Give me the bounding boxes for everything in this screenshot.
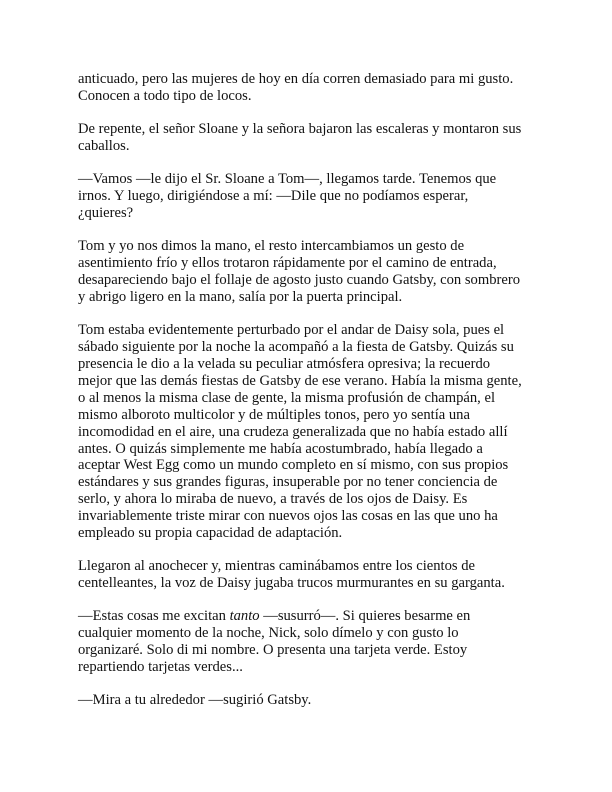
paragraph	[78, 558, 538, 592]
text-line: mismo alboroto multicolor y de múltiples tonos, pero yo sentía una	[78, 406, 470, 423]
paragraph	[78, 238, 538, 306]
text-line: desapareciendo bajo el follaje de agosto justo cuando Gatsby, con sombrero	[78, 272, 520, 289]
text-line: centelleantes, la voz de Daisy jugaba trucos murmurantes en su garganta.	[78, 575, 505, 592]
text-line: antes. O quizás simplemente me había acostumbrado, había llegado a	[78, 440, 483, 457]
text-line: —Vamos —le dijo el Sr. Sloane a Tom—, llegamos tarde. Tenemos que	[78, 171, 497, 188]
text-run: —susurró—. Si quieres besarme en	[259, 608, 471, 625]
text-line: Llegaron al anochecer y, mientras caminábamos entre los cientos de	[78, 558, 475, 575]
text-line: organizaré. Solo di mi nombre. O presenta una tarjeta verde. Estoy	[78, 642, 468, 659]
text-line: cualquier momento de la noche, Nick, solo dímelo y con gusto lo	[78, 625, 459, 642]
document-page	[78, 71, 538, 725]
text-line: estándares y sus grandes figuras, insuperable por no tener conciencia de	[78, 474, 498, 491]
paragraph	[78, 71, 538, 105]
text-line: aceptar West Egg como un mundo completo en sí mismo, con sus propios	[78, 457, 509, 474]
paragraph	[78, 692, 538, 709]
text-line: anticuado, pero las mujeres de hoy en día corren demasiado para mi gusto.	[78, 71, 514, 87]
text-line: Tom y yo nos dimos la mano, el resto intercambiamos un gesto de	[78, 238, 465, 255]
text-line: —Mira a tu alrededor —sugirió Gatsby.	[78, 692, 312, 709]
text-line: ¿quieres?	[78, 205, 134, 222]
text-line: o al menos la misma clase de gente, la misma profusión de champán, el	[78, 389, 496, 406]
text-line: asentimiento frío y ellos trotaron rápidamente por el camino de entrada,	[78, 255, 497, 272]
text-line: serlo, y ahora lo miraba de nuevo, a través de los ojos de Daisy. Es	[78, 491, 468, 508]
text-line: De repente, el señor Sloane y la señora bajaron las escaleras y montaron sus	[78, 121, 522, 138]
paragraph	[78, 121, 538, 155]
italic-emphasis: tanto	[229, 608, 260, 625]
text-line: Tom estaba evidentemente perturbado por el andar de Daisy sola, pues el	[78, 322, 505, 339]
text-line: sábado siguiente por la noche la acompañó a la fiesta de Gatsby. Quizás su	[78, 339, 514, 356]
text-line: empleado su propia capacidad de adaptación.	[78, 525, 343, 542]
text-line: y abrigo ligero en la mano, salía por la puerta principal.	[78, 288, 403, 305]
text-line: invariablemente triste mirar con nuevos ojos las cosas en las que uno ha	[78, 508, 498, 525]
paragraph	[78, 322, 538, 542]
text-line: repartiendo tarjetas verdes...	[78, 659, 243, 676]
text-line	[78, 608, 538, 625]
text-line: caballos.	[78, 138, 130, 155]
text-line: irnos. Y luego, dirigiéndose a mí: —Dile que no podíamos esperar,	[78, 188, 469, 205]
text-line: incomodidad en el aire, una crudeza generalizada que no había estado allí	[78, 423, 508, 440]
text-line: Conocen a todo tipo de locos.	[78, 87, 252, 104]
text-run: —Estas cosas me excitan	[78, 608, 230, 625]
paragraph	[78, 608, 538, 676]
paragraph	[78, 171, 538, 222]
text-line: presencia le dio a la velada su peculiar atmósfera opresiva; la recuerdo	[78, 355, 491, 372]
text-line: mejor que las demás fiestas de Gatsby de ese verano. Había la misma gente,	[78, 372, 522, 389]
